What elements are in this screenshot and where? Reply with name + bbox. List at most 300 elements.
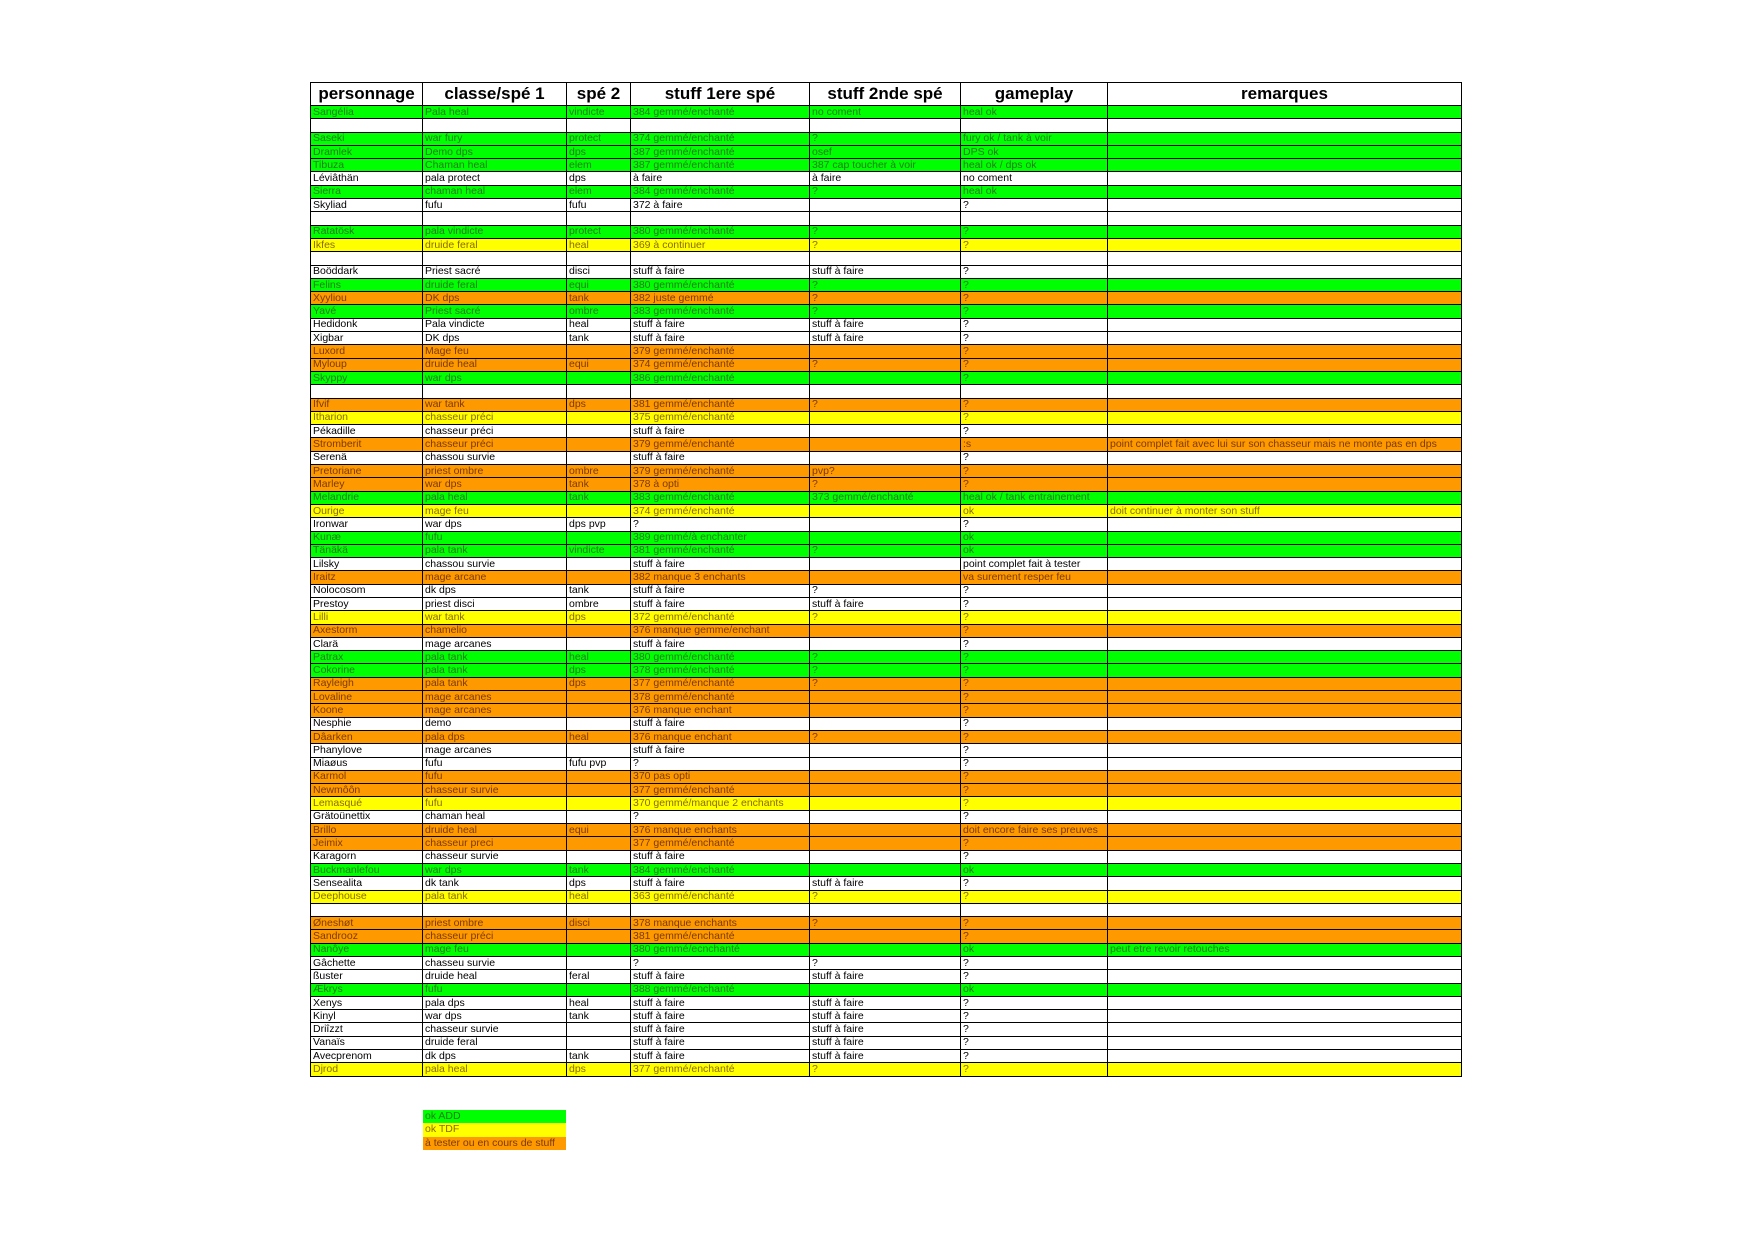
cell-stuff1: stuff à faire <box>631 717 810 730</box>
table-row <box>311 730 1462 743</box>
cell-remarques <box>1108 571 1462 584</box>
cell-spe2 <box>567 558 631 571</box>
cell-classe: chasseur preci <box>423 837 567 850</box>
cell-gameplay: ? <box>961 957 1108 970</box>
table-row <box>311 744 1462 757</box>
cell-remarques <box>1108 863 1462 876</box>
cell-spe2: disci <box>567 265 631 278</box>
cell-personnage: Tibuza <box>311 159 423 172</box>
cell-remarques <box>1108 1050 1462 1063</box>
roster-body <box>311 106 1462 1077</box>
cell-personnage: Dramlek <box>311 145 423 158</box>
cell-spe2 <box>567 531 631 544</box>
cell-gameplay: ok <box>961 983 1108 996</box>
cell-stuff2: stuff à faire <box>810 318 961 331</box>
cell-personnage: Sangélia <box>311 106 423 119</box>
cell-stuff2 <box>810 504 961 517</box>
cell-remarques <box>1108 824 1462 837</box>
cell-spe2 <box>567 252 631 265</box>
cell-spe2 <box>567 837 631 850</box>
cell-classe: chaman heal <box>423 185 567 198</box>
cell-stuff2: stuff à faire <box>810 970 961 983</box>
cell-remarques <box>1108 451 1462 464</box>
cell-stuff1: ? <box>631 757 810 770</box>
cell-spe2: protect <box>567 132 631 145</box>
cell-stuff2: stuff à faire <box>810 332 961 345</box>
table-row <box>311 890 1462 903</box>
cell-spe2: protect <box>567 225 631 238</box>
header-row <box>311 83 1462 106</box>
cell-personnage: Kinyl <box>311 1010 423 1023</box>
cell-stuff2: ? <box>810 185 961 198</box>
cell-stuff1: 388 gemmé/enchanté <box>631 983 810 996</box>
cell-spe2 <box>567 784 631 797</box>
table-row <box>311 797 1462 810</box>
cell-stuff2 <box>810 438 961 451</box>
table-row <box>311 345 1462 358</box>
cell-stuff2: stuff à faire <box>810 265 961 278</box>
cell-personnage: Felins <box>311 278 423 291</box>
cell-gameplay: ? <box>961 398 1108 411</box>
cell-classe: druide heal <box>423 824 567 837</box>
cell-personnage: Tänäkä <box>311 544 423 557</box>
cell-personnage: Lemasqué <box>311 797 423 810</box>
cell-stuff2: stuff à faire <box>810 996 961 1009</box>
table-row <box>311 970 1462 983</box>
cell-stuff2: ? <box>810 1063 961 1076</box>
cell-personnage: Saseki <box>311 132 423 145</box>
table-row <box>311 544 1462 557</box>
cell-remarques <box>1108 292 1462 305</box>
cell-gameplay: ? <box>961 292 1108 305</box>
cell-gameplay: ? <box>961 837 1108 850</box>
table-row <box>311 810 1462 823</box>
cell-classe: pala heal <box>423 1063 567 1076</box>
cell-classe: mage arcanes <box>423 744 567 757</box>
cell-remarques <box>1108 159 1462 172</box>
table-row <box>311 358 1462 371</box>
cell-gameplay: ok <box>961 544 1108 557</box>
cell-spe2 <box>567 850 631 863</box>
cell-classe: demo <box>423 717 567 730</box>
table-row <box>311 558 1462 571</box>
cell-personnage: Pretoriane <box>311 465 423 478</box>
cell-remarques <box>1108 398 1462 411</box>
cell-personnage: Gâchette <box>311 957 423 970</box>
cell-spe2 <box>567 957 631 970</box>
cell-classe: Priest sacré <box>423 305 567 318</box>
cell-spe2 <box>567 943 631 956</box>
cell-remarques <box>1108 518 1462 531</box>
cell-classe: fufu <box>423 797 567 810</box>
cell-spe2: dps <box>567 145 631 158</box>
legend <box>423 1110 566 1150</box>
cell-spe2: dps <box>567 398 631 411</box>
table-row <box>311 850 1462 863</box>
cell-personnage: Kunæ <box>311 531 423 544</box>
cell-spe2 <box>567 637 631 650</box>
cell-gameplay: :s <box>961 438 1108 451</box>
cell-remarques <box>1108 345 1462 358</box>
cell-remarques <box>1108 332 1462 345</box>
cell-classe: chasseur préci <box>423 930 567 943</box>
cell-stuff2 <box>810 345 961 358</box>
cell-stuff2 <box>810 784 961 797</box>
cell-classe: war dps <box>423 518 567 531</box>
cell-remarques <box>1108 611 1462 624</box>
cell-stuff2: 373 gemmé/enchanté <box>810 491 961 504</box>
spacer-row <box>311 385 1462 398</box>
cell-stuff1: 383 gemmé/enchanté <box>631 491 810 504</box>
cell-gameplay: ? <box>961 465 1108 478</box>
cell-remarques <box>1108 491 1462 504</box>
cell-gameplay: ? <box>961 1023 1108 1036</box>
cell-stuff2: ? <box>810 957 961 970</box>
cell-remarques <box>1108 797 1462 810</box>
cell-classe: chasseur survie <box>423 784 567 797</box>
cell-stuff2: ? <box>810 611 961 624</box>
cell-personnage: Xyyliou <box>311 292 423 305</box>
cell-stuff2: ? <box>810 544 961 557</box>
table-row <box>311 199 1462 212</box>
cell-stuff2 <box>810 850 961 863</box>
cell-classe: Mage feu <box>423 345 567 358</box>
cell-classe: chasseur survie <box>423 1023 567 1036</box>
cell-remarques: peut etre revoir retouches <box>1108 943 1462 956</box>
cell-classe: pala vindicte <box>423 225 567 238</box>
cell-spe2 <box>567 770 631 783</box>
cell-spe2 <box>567 704 631 717</box>
cell-personnage: Ækrys <box>311 983 423 996</box>
cell-gameplay: ? <box>961 345 1108 358</box>
cell-spe2: tank <box>567 478 631 491</box>
col-header-remarques: remarques <box>1108 83 1462 106</box>
cell-stuff1: 379 gemmé/enchanté <box>631 345 810 358</box>
cell-personnage: Sandrooz <box>311 930 423 943</box>
cell-classe: druide feral <box>423 278 567 291</box>
cell-classe: mage arcanes <box>423 704 567 717</box>
cell-classe <box>423 212 567 225</box>
cell-personnage: Dâarken <box>311 730 423 743</box>
table-row <box>311 305 1462 318</box>
cell-stuff1: stuff à faire <box>631 877 810 890</box>
cell-remarques <box>1108 225 1462 238</box>
table-row <box>311 943 1462 956</box>
cell-remarques <box>1108 106 1462 119</box>
cell-classe: war dps <box>423 1010 567 1023</box>
cell-spe2: dps <box>567 664 631 677</box>
cell-stuff1: ? <box>631 518 810 531</box>
cell-classe: chasseur survie <box>423 850 567 863</box>
table-row <box>311 518 1462 531</box>
cell-stuff1: 374 gemmé/enchanté <box>631 504 810 517</box>
table-row <box>311 651 1462 664</box>
cell-personnage: Itharion <box>311 411 423 424</box>
col-header-stuff2: stuff 2nde spé <box>810 83 961 106</box>
cell-remarques <box>1108 677 1462 690</box>
cell-stuff1 <box>631 119 810 132</box>
cell-gameplay: ? <box>961 677 1108 690</box>
cell-personnage: Yavé <box>311 305 423 318</box>
cell-gameplay: ? <box>961 784 1108 797</box>
cell-gameplay <box>961 385 1108 398</box>
cell-spe2: vindicte <box>567 544 631 557</box>
cell-stuff1: 377 gemmé/enchanté <box>631 1063 810 1076</box>
cell-classe: chasseur préci <box>423 438 567 451</box>
cell-remarques <box>1108 664 1462 677</box>
cell-stuff2 <box>810 863 961 876</box>
cell-gameplay: ? <box>961 917 1108 930</box>
cell-remarques <box>1108 810 1462 823</box>
cell-stuff1: 387 gemmé/enchanté <box>631 145 810 158</box>
cell-remarques: doit continuer à monter son stuff <box>1108 504 1462 517</box>
cell-stuff1: 376 manque enchant <box>631 730 810 743</box>
cell-stuff1: stuff à faire <box>631 332 810 345</box>
cell-stuff1: 384 gemmé/enchanté <box>631 106 810 119</box>
cell-remarques <box>1108 770 1462 783</box>
cell-classe: war dps <box>423 371 567 384</box>
cell-stuff1: 377 gemmé/enchanté <box>631 677 810 690</box>
cell-stuff1: 370 gemmé/manque 2 enchants <box>631 797 810 810</box>
cell-gameplay: fury ok / tank à voir <box>961 132 1108 145</box>
cell-gameplay: ? <box>961 1063 1108 1076</box>
cell-personnage <box>311 903 423 916</box>
cell-remarques <box>1108 784 1462 797</box>
cell-stuff2 <box>810 571 961 584</box>
cell-gameplay: heal ok / tank entrainement <box>961 491 1108 504</box>
cell-stuff1: stuff à faire <box>631 425 810 438</box>
cell-stuff2 <box>810 411 961 424</box>
cell-gameplay: ? <box>961 624 1108 637</box>
cell-spe2: feral <box>567 970 631 983</box>
cell-remarques <box>1108 411 1462 424</box>
cell-stuff2: 387 cap toucher à voir <box>810 159 961 172</box>
table-row <box>311 957 1462 970</box>
cell-personnage: Jeimix <box>311 837 423 850</box>
cell-stuff1: stuff à faire <box>631 744 810 757</box>
cell-personnage: Rayleigh <box>311 677 423 690</box>
cell-spe2 <box>567 903 631 916</box>
cell-gameplay: ? <box>961 318 1108 331</box>
cell-stuff1: 370 pas opti <box>631 770 810 783</box>
cell-spe2: fufu pvp <box>567 757 631 770</box>
cell-remarques <box>1108 305 1462 318</box>
cell-spe2 <box>567 345 631 358</box>
cell-classe: pala tank <box>423 544 567 557</box>
cell-personnage: Deephouse <box>311 890 423 903</box>
table-row <box>311 996 1462 1009</box>
cell-stuff1: stuff à faire <box>631 558 810 571</box>
cell-gameplay: ? <box>961 850 1108 863</box>
cell-remarques <box>1108 850 1462 863</box>
cell-remarques <box>1108 358 1462 371</box>
table-row <box>311 677 1462 690</box>
cell-stuff2 <box>810 558 961 571</box>
cell-remarques <box>1108 983 1462 996</box>
cell-personnage: Iraitz <box>311 571 423 584</box>
cell-stuff1: stuff à faire <box>631 265 810 278</box>
table-row <box>311 106 1462 119</box>
table-row <box>311 132 1462 145</box>
cell-remarques <box>1108 1010 1462 1023</box>
cell-remarques <box>1108 172 1462 185</box>
cell-gameplay: ? <box>961 996 1108 1009</box>
cell-spe2: tank <box>567 332 631 345</box>
cell-gameplay: ? <box>961 265 1108 278</box>
cell-gameplay: DPS ok <box>961 145 1108 158</box>
cell-spe2 <box>567 425 631 438</box>
cell-spe2: dps <box>567 611 631 624</box>
cell-gameplay <box>961 903 1108 916</box>
table-row <box>311 877 1462 890</box>
cell-classe: Demo dps <box>423 145 567 158</box>
cell-personnage: Avecprenom <box>311 1050 423 1063</box>
cell-stuff1: à faire <box>631 172 810 185</box>
cell-stuff1: stuff à faire <box>631 451 810 464</box>
cell-spe2: tank <box>567 292 631 305</box>
cell-remarques <box>1108 704 1462 717</box>
cell-stuff1: 379 gemmé/enchanté <box>631 465 810 478</box>
cell-gameplay: ? <box>961 371 1108 384</box>
cell-personnage: Miaøus <box>311 757 423 770</box>
cell-stuff2: pvp? <box>810 465 961 478</box>
cell-classe: Pala vindicte <box>423 318 567 331</box>
cell-stuff2: ? <box>810 238 961 251</box>
table-row <box>311 451 1462 464</box>
table-row <box>311 770 1462 783</box>
cell-gameplay: point complet fait à tester <box>961 558 1108 571</box>
table-row <box>311 145 1462 158</box>
cell-remarques: point complet fait avec lui sur son chasseur mais ne monte pas en dps <box>1108 438 1462 451</box>
cell-stuff1: 380 gemmé/enchanté <box>631 225 810 238</box>
cell-spe2: tank <box>567 491 631 504</box>
cell-personnage: Buckmanlefou <box>311 863 423 876</box>
cell-personnage: Brillo <box>311 824 423 837</box>
cell-stuff2: no coment <box>810 106 961 119</box>
cell-classe: pala tank <box>423 677 567 690</box>
table-row <box>311 531 1462 544</box>
cell-personnage: Boöddark <box>311 265 423 278</box>
cell-personnage: Ourige <box>311 504 423 517</box>
cell-remarques <box>1108 252 1462 265</box>
cell-classe: war tank <box>423 398 567 411</box>
cell-spe2 <box>567 571 631 584</box>
cell-spe2: tank <box>567 1050 631 1063</box>
cell-remarques <box>1108 1023 1462 1036</box>
cell-spe2: disci <box>567 917 631 930</box>
table-row <box>311 504 1462 517</box>
cell-gameplay: ? <box>961 970 1108 983</box>
cell-spe2: dps <box>567 677 631 690</box>
cell-spe2 <box>567 385 631 398</box>
cell-gameplay: no coment <box>961 172 1108 185</box>
cell-remarques <box>1108 584 1462 597</box>
table-row <box>311 597 1462 610</box>
cell-stuff2: ? <box>810 664 961 677</box>
cell-personnage: Xenys <box>311 996 423 1009</box>
cell-spe2: tank <box>567 584 631 597</box>
cell-gameplay: ok <box>961 943 1108 956</box>
cell-stuff2: ? <box>810 890 961 903</box>
cell-spe2 <box>567 744 631 757</box>
table-row <box>311 584 1462 597</box>
cell-remarques <box>1108 691 1462 704</box>
spacer-row <box>311 119 1462 132</box>
table-row <box>311 1010 1462 1023</box>
cell-stuff1: stuff à faire <box>631 1050 810 1063</box>
cell-personnage: Lovaline <box>311 691 423 704</box>
cell-stuff2 <box>810 691 961 704</box>
cell-stuff2: ? <box>810 730 961 743</box>
cell-classe: DK dps <box>423 332 567 345</box>
cell-spe2 <box>567 1023 631 1036</box>
cell-stuff2: stuff à faire <box>810 877 961 890</box>
cell-personnage: Axestorm <box>311 624 423 637</box>
cell-gameplay: ? <box>961 478 1108 491</box>
cell-remarques <box>1108 385 1462 398</box>
cell-stuff2 <box>810 717 961 730</box>
cell-stuff2 <box>810 518 961 531</box>
cell-remarques <box>1108 744 1462 757</box>
cell-personnage <box>311 252 423 265</box>
cell-remarques <box>1108 903 1462 916</box>
cell-remarques <box>1108 371 1462 384</box>
cell-stuff2: ? <box>810 292 961 305</box>
cell-classe: mage arcanes <box>423 691 567 704</box>
cell-gameplay: ok <box>961 531 1108 544</box>
cell-personnage: Koone <box>311 704 423 717</box>
cell-stuff2 <box>810 199 961 212</box>
cell-personnage: Patrax <box>311 651 423 664</box>
cell-personnage: Cokorine <box>311 664 423 677</box>
cell-gameplay: va surement resper feu <box>961 571 1108 584</box>
cell-stuff1: stuff à faire <box>631 637 810 650</box>
cell-stuff2: ? <box>810 278 961 291</box>
cell-stuff2: ? <box>810 398 961 411</box>
cell-stuff1: 376 manque enchants <box>631 824 810 837</box>
cell-spe2: heal <box>567 238 631 251</box>
table-row <box>311 278 1462 291</box>
cell-gameplay: ? <box>961 332 1108 345</box>
cell-gameplay: ok <box>961 863 1108 876</box>
cell-remarques <box>1108 238 1462 251</box>
cell-personnage: Hedidonk <box>311 318 423 331</box>
cell-spe2 <box>567 983 631 996</box>
cell-stuff2 <box>810 624 961 637</box>
table-row <box>311 225 1462 238</box>
cell-classe: dk dps <box>423 1050 567 1063</box>
cell-gameplay: ? <box>961 278 1108 291</box>
cell-personnage: Clarä <box>311 637 423 650</box>
table-row <box>311 425 1462 438</box>
cell-stuff1: 378 gemmé/enchanté <box>631 691 810 704</box>
cell-spe2: elem <box>567 159 631 172</box>
cell-spe2: tank <box>567 863 631 876</box>
cell-gameplay <box>961 119 1108 132</box>
cell-stuff1: 377 gemmé/enchanté <box>631 784 810 797</box>
cell-stuff1: stuff à faire <box>631 1036 810 1049</box>
cell-spe2: dps <box>567 172 631 185</box>
cell-stuff1: stuff à faire <box>631 850 810 863</box>
cell-stuff1: 382 juste gemmé <box>631 292 810 305</box>
cell-classe <box>423 385 567 398</box>
spacer-row <box>311 212 1462 225</box>
cell-gameplay: heal ok / dps ok <box>961 159 1108 172</box>
cell-stuff2: stuff à faire <box>810 1010 961 1023</box>
table-row <box>311 292 1462 305</box>
cell-spe2 <box>567 504 631 517</box>
cell-personnage: Serenä <box>311 451 423 464</box>
